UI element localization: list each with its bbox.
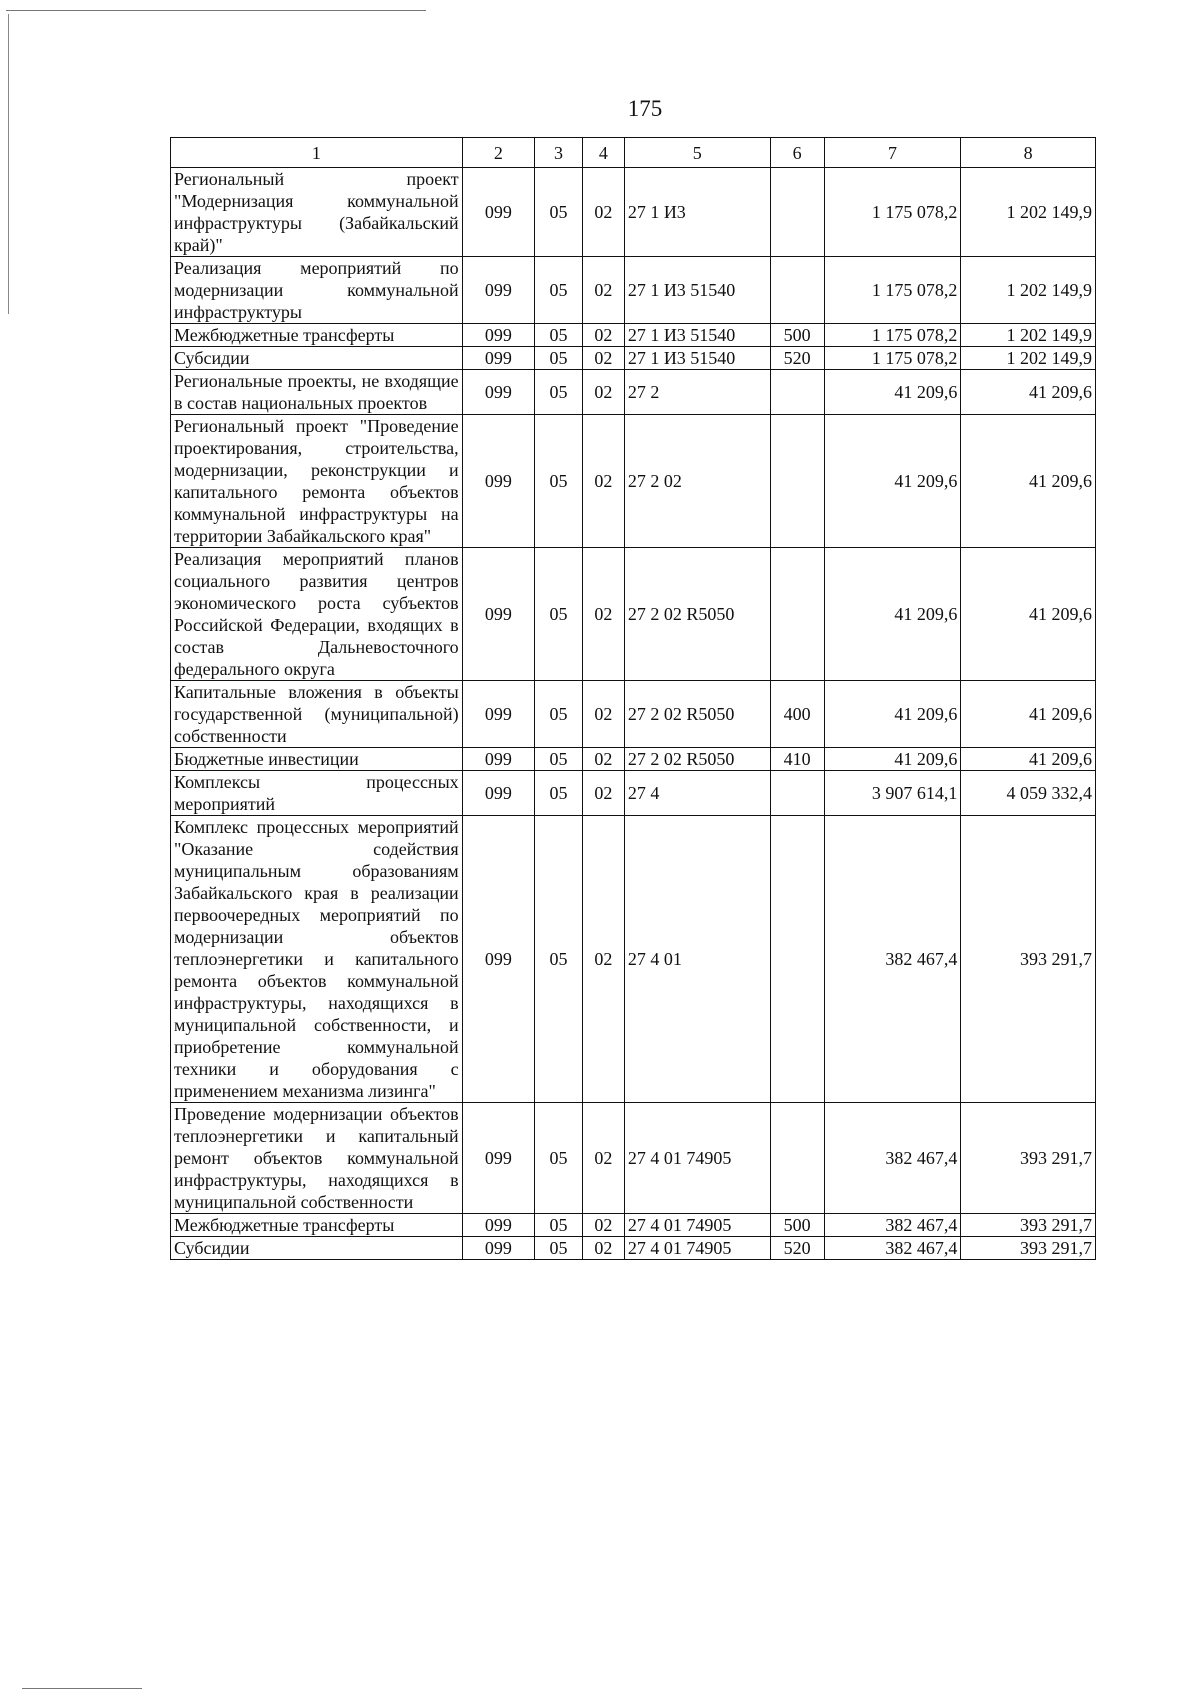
target-article-code: 27 2 02 R5050 — [624, 681, 770, 748]
table-row — [171, 1214, 1096, 1237]
amount-year-1: 382 467,4 — [824, 816, 961, 1103]
amount-year-1: 1 175 078,2 — [824, 257, 961, 324]
scan-artifact-line — [22, 1688, 142, 1689]
section-code: 05 — [535, 347, 583, 370]
section-code: 05 — [535, 370, 583, 415]
expense-type-code — [770, 548, 824, 681]
target-article-code: 27 1 И3 51540 — [624, 347, 770, 370]
amount-year-1: 41 209,6 — [824, 548, 961, 681]
amount-year-2: 393 291,7 — [961, 1237, 1096, 1260]
section-code: 05 — [535, 1237, 583, 1260]
table-row — [171, 324, 1096, 347]
amount-year-1: 382 467,4 — [824, 1103, 961, 1214]
amount-year-2: 393 291,7 — [961, 1214, 1096, 1237]
section-code: 05 — [535, 168, 583, 257]
table-row — [171, 748, 1096, 771]
amount-year-2: 1 202 149,9 — [961, 168, 1096, 257]
amount-year-1: 41 209,6 — [824, 681, 961, 748]
expense-type-code: 400 — [770, 681, 824, 748]
table-row — [171, 1103, 1096, 1214]
expense-type-code: 500 — [770, 1214, 824, 1237]
target-article-code: 27 2 — [624, 370, 770, 415]
subsection-code: 02 — [583, 168, 625, 257]
subsection-code: 02 — [583, 257, 625, 324]
amount-year-1: 1 175 078,2 — [824, 347, 961, 370]
amount-year-2: 1 202 149,9 — [961, 257, 1096, 324]
budget-table — [170, 137, 1096, 1260]
amount-year-2: 4 059 332,4 — [961, 771, 1096, 816]
row-name: Субсидии — [171, 347, 463, 370]
ved-code: 099 — [462, 748, 534, 771]
expense-type-code — [770, 1103, 824, 1214]
column-header: 1 — [171, 138, 463, 168]
ved-code: 099 — [462, 324, 534, 347]
expense-type-code — [770, 816, 824, 1103]
ved-code: 099 — [462, 1237, 534, 1260]
table-row — [171, 816, 1096, 1103]
target-article-code: 27 2 02 R5050 — [624, 748, 770, 771]
table-row — [171, 681, 1096, 748]
row-name: Региональный проект "Модернизация коммунальной инфраструктуры (Забайкальский край)" — [171, 168, 463, 257]
table-row — [171, 415, 1096, 548]
table-row — [171, 771, 1096, 816]
section-code: 05 — [535, 257, 583, 324]
target-article-code: 27 4 01 74905 — [624, 1214, 770, 1237]
expense-type-code — [770, 257, 824, 324]
section-code: 05 — [535, 748, 583, 771]
column-header: 6 — [770, 138, 824, 168]
target-article-code: 27 4 01 74905 — [624, 1237, 770, 1260]
amount-year-2: 41 209,6 — [961, 748, 1096, 771]
column-header: 7 — [824, 138, 961, 168]
ved-code: 099 — [462, 1214, 534, 1237]
table-row — [171, 168, 1096, 257]
amount-year-1: 382 467,4 — [824, 1214, 961, 1237]
expense-type-code — [770, 771, 824, 816]
target-article-code: 27 4 01 74905 — [624, 1103, 770, 1214]
page-number: 175 — [627, 96, 663, 121]
table-row — [171, 1237, 1096, 1260]
section-code: 05 — [535, 771, 583, 816]
amount-year-1: 41 209,6 — [824, 748, 961, 771]
expense-type-code — [770, 370, 824, 415]
section-code: 05 — [535, 816, 583, 1103]
subsection-code: 02 — [583, 1214, 625, 1237]
column-header: 4 — [583, 138, 625, 168]
section-code: 05 — [535, 324, 583, 347]
row-name: Региональный проект "Проведение проектирования, строительства, модернизации, реконструкции и капитального ремонта объектов коммунальной инфраструктуры на территории Забайкальского края" — [171, 415, 463, 548]
subsection-code: 02 — [583, 347, 625, 370]
amount-year-1: 1 175 078,2 — [824, 324, 961, 347]
row-name: Реализация мероприятий планов социального развития центров экономического роста субъектов Российской Федерации, входящих в состав Дальневосточного федерального округа — [171, 548, 463, 681]
section-code: 05 — [535, 1103, 583, 1214]
subsection-code: 02 — [583, 1103, 625, 1214]
row-name: Межбюджетные трансферты — [171, 1214, 463, 1237]
scan-artifact-line — [6, 10, 426, 11]
ved-code: 099 — [462, 548, 534, 681]
section-code: 05 — [535, 548, 583, 681]
target-article-code: 27 1 И3 — [624, 168, 770, 257]
expense-type-code: 520 — [770, 347, 824, 370]
target-article-code: 27 1 И3 51540 — [624, 324, 770, 347]
row-name: Бюджетные инвестиции — [171, 748, 463, 771]
subsection-code: 02 — [583, 771, 625, 816]
amount-year-2: 41 209,6 — [961, 370, 1096, 415]
amount-year-2: 41 209,6 — [961, 415, 1096, 548]
ved-code: 099 — [462, 347, 534, 370]
ved-code: 099 — [462, 415, 534, 548]
row-name: Капитальные вложения в объекты государственной (муниципальной) собственности — [171, 681, 463, 748]
target-article-code: 27 4 01 — [624, 816, 770, 1103]
ved-code: 099 — [462, 816, 534, 1103]
scan-artifact-line — [8, 14, 9, 314]
row-name: Комплекс процессных мероприятий "Оказание содействия муниципальным образованиям Забайкальского края в реализации первоочередных мероприятий по модернизации объектов теплоэнергетики и капитального ремонта объектов коммунальной инфраструктуры, находящихся в муниципальной собственности, и приобретение коммунальной техники и оборудования с применением механизма лизинга" — [171, 816, 463, 1103]
subsection-code: 02 — [583, 816, 625, 1103]
ved-code: 099 — [462, 257, 534, 324]
amount-year-1: 41 209,6 — [824, 415, 961, 548]
target-article-code: 27 4 — [624, 771, 770, 816]
column-header: 2 — [462, 138, 534, 168]
ved-code: 099 — [462, 681, 534, 748]
subsection-code: 02 — [583, 681, 625, 748]
table-row — [171, 347, 1096, 370]
amount-year-2: 1 202 149,9 — [961, 347, 1096, 370]
amount-year-2: 393 291,7 — [961, 1103, 1096, 1214]
subsection-code: 02 — [583, 748, 625, 771]
subsection-code: 02 — [583, 548, 625, 681]
target-article-code: 27 2 02 — [624, 415, 770, 548]
table-row — [171, 257, 1096, 324]
row-name: Реализация мероприятий по модернизации коммунальной инфраструктуры — [171, 257, 463, 324]
subsection-code: 02 — [583, 415, 625, 548]
table-row — [171, 370, 1096, 415]
table-row — [171, 548, 1096, 681]
amount-year-1: 41 209,6 — [824, 370, 961, 415]
row-name: Проведение модернизации объектов теплоэнергетики и капитальный ремонт объектов коммунальной инфраструктуры, находящихся в муниципальной собственности — [171, 1103, 463, 1214]
section-code: 05 — [535, 681, 583, 748]
ved-code: 099 — [462, 771, 534, 816]
expense-type-code — [770, 168, 824, 257]
expense-type-code: 520 — [770, 1237, 824, 1260]
column-header: 3 — [535, 138, 583, 168]
amount-year-2: 41 209,6 — [961, 548, 1096, 681]
target-article-code: 27 1 И3 51540 — [624, 257, 770, 324]
target-article-code: 27 2 02 R5050 — [624, 548, 770, 681]
amount-year-1: 382 467,4 — [824, 1237, 961, 1260]
amount-year-1: 1 175 078,2 — [824, 168, 961, 257]
row-name: Субсидии — [171, 1237, 463, 1260]
expense-type-code — [770, 415, 824, 548]
column-header: 5 — [624, 138, 770, 168]
subsection-code: 02 — [583, 1237, 625, 1260]
amount-year-1: 3 907 614,1 — [824, 771, 961, 816]
column-header: 8 — [961, 138, 1096, 168]
row-name: Региональные проекты, не входящие в состав национальных проектов — [171, 370, 463, 415]
expense-type-code: 500 — [770, 324, 824, 347]
ved-code: 099 — [462, 370, 534, 415]
amount-year-2: 41 209,6 — [961, 681, 1096, 748]
row-name: Межбюджетные трансферты — [171, 324, 463, 347]
subsection-code: 02 — [583, 370, 625, 415]
header-row — [171, 138, 1096, 168]
subsection-code: 02 — [583, 324, 625, 347]
ved-code: 099 — [462, 168, 534, 257]
section-code: 05 — [535, 1214, 583, 1237]
amount-year-2: 393 291,7 — [961, 816, 1096, 1103]
section-code: 05 — [535, 415, 583, 548]
row-name: Комплексы процессных мероприятий — [171, 771, 463, 816]
expense-type-code: 410 — [770, 748, 824, 771]
amount-year-2: 1 202 149,9 — [961, 324, 1096, 347]
ved-code: 099 — [462, 1103, 534, 1214]
